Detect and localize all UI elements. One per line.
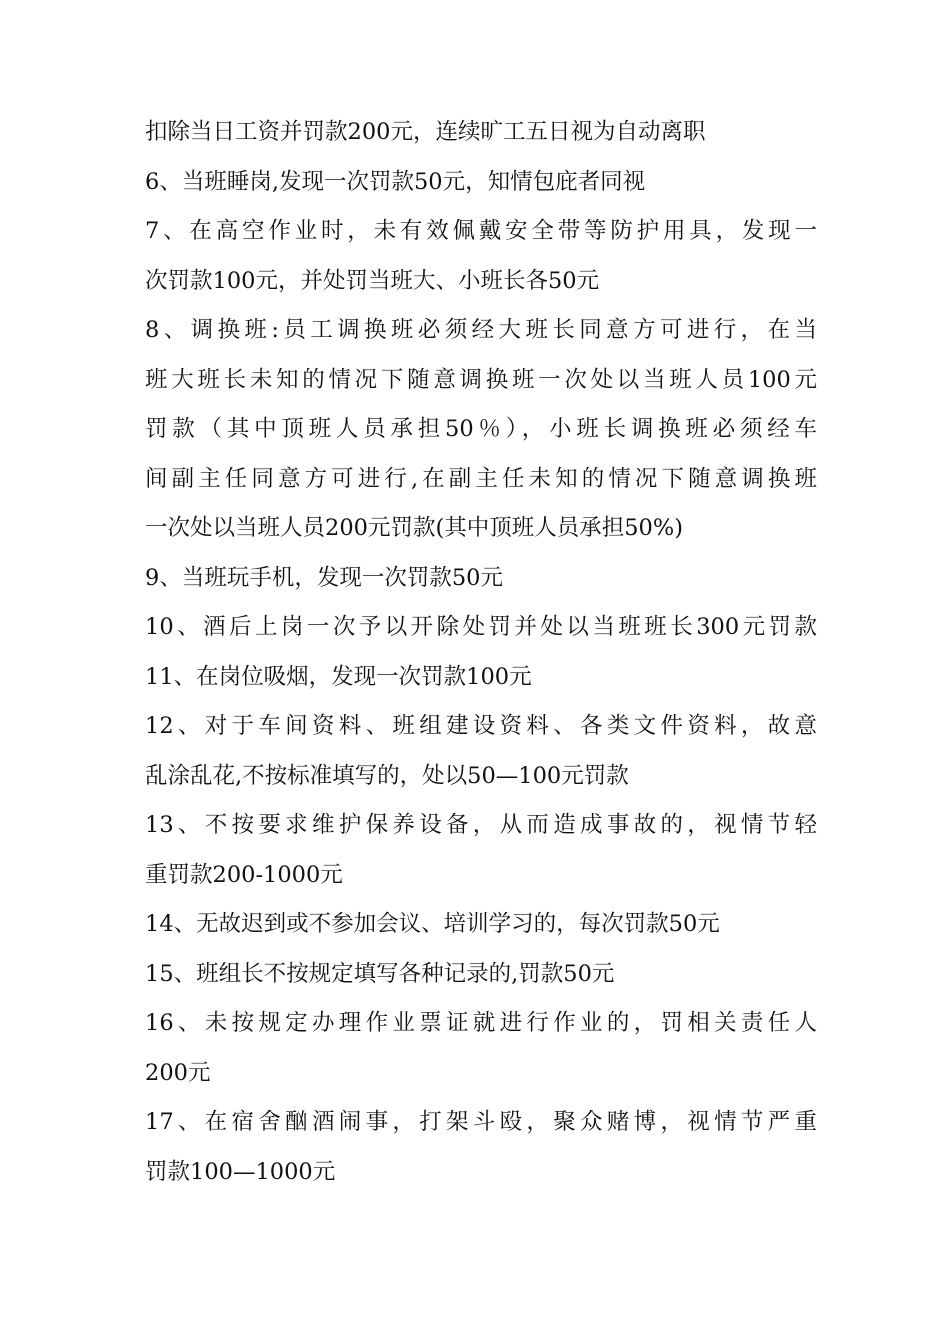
text-line-20: 200元 (145, 1059, 211, 1086)
text-line-19: 16、未按规定办理作业票证就进行作业的，罚相关责任人 (145, 1010, 817, 1036)
text-line-17: 14、无故迟到或不参加会议、培训学习的，每次罚款50元 (145, 911, 720, 937)
text-line-1: 扣除当日工资并罚款200元，连续旷工五日视为自动离职 (145, 119, 706, 145)
text-line-5: 8、调换班:员工调换班必须经大班长同意方可进行，在当 (145, 317, 817, 343)
text-line-4: 次罚款100元，并处罚当班大、小班长各50元 (145, 267, 600, 294)
text-line-14: 乱涂乱花,不按标准填写的，处以50—100元罚款 (145, 762, 629, 789)
text-line-9: 一次处以当班人员200元罚款(其中顶班人员承担50%) (145, 515, 684, 541)
text-line-3: 7、在高空作业时，未有效佩戴安全带等防护用具，发现一 (145, 218, 817, 244)
text-line-18: 15、班组长不按规定填写各种记录的,罚款50元 (145, 960, 615, 987)
text-line-13: 12、对于车间资料、班组建设资料、各类文件资料，故意 (145, 713, 817, 739)
text-line-12: 11、在岗位吸烟，发现一次罚款100元 (145, 663, 532, 690)
text-line-8: 间副主任同意方可进行,在副主任未知的情况下随意调换班 (145, 465, 817, 492)
document-body (145, 108, 817, 1197)
text-line-22: 罚款100—1000元 (145, 1158, 336, 1185)
text-line-7: 罚款（其中顶班人员承担50％），小班长调换班必须经车 (145, 416, 817, 442)
text-line-21: 17、在宿舍酗酒闹事，打架斗殴，聚众赌博，视情节严重 (145, 1109, 817, 1135)
text-line-2: 6、当班睡岗,发现一次罚款50元，知情包庇者同视 (145, 168, 646, 195)
text-line-16: 重罚款200-1000元 (145, 861, 343, 888)
text-line-11: 10、酒后上岗一次予以开除处罚并处以当班班长300元罚款 (145, 614, 817, 640)
text-line-15: 13、不按要求维护保养设备，从而造成事故的，视情节轻 (145, 812, 817, 838)
text-line-10: 9、当班玩手机，发现一次罚款50元 (145, 564, 503, 591)
text-line-6: 班大班长未知的情况下随意调换班一次处以当班人员100元 (145, 366, 817, 393)
